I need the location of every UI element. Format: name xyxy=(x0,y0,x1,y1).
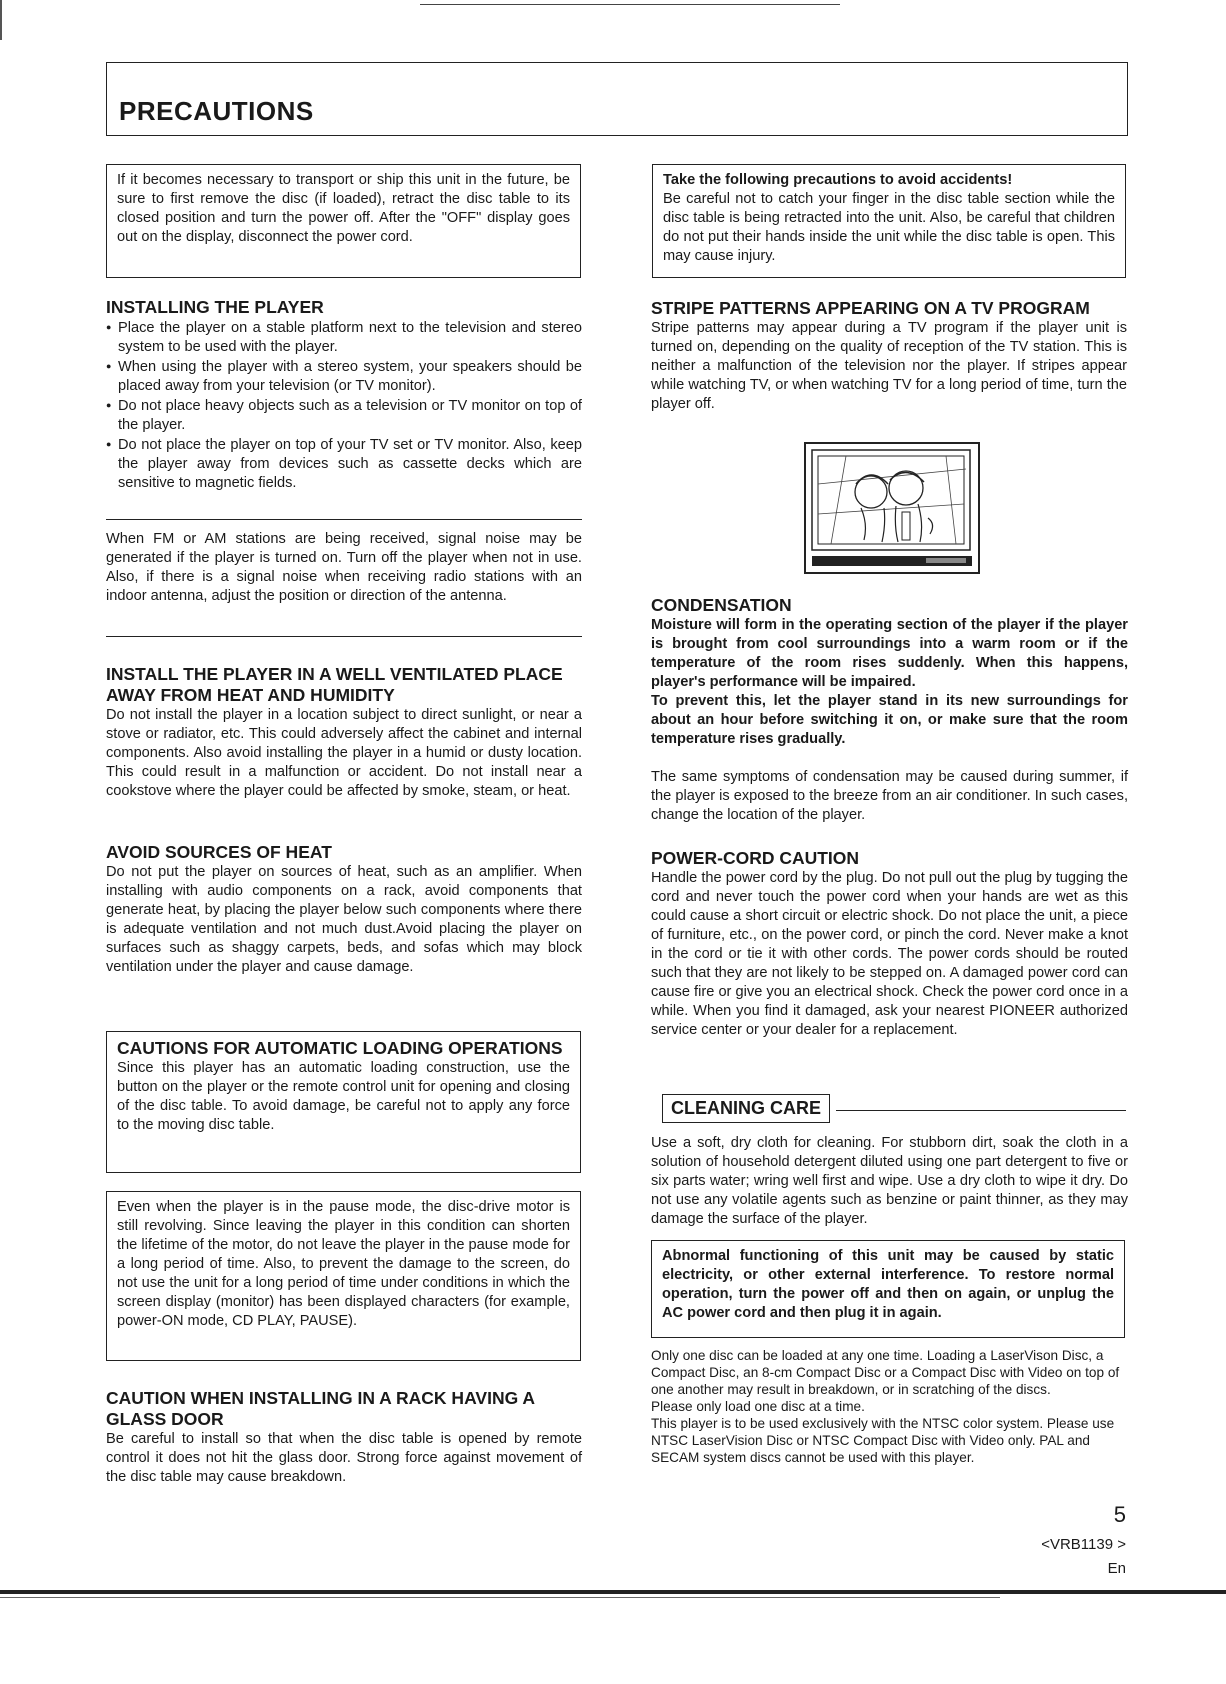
title-box xyxy=(106,62,1128,136)
tv-illustration xyxy=(804,442,980,574)
disc-note: Only one disc can be loaded at any one time. Loading a LaserVison Disc, a Compact Disc, an 8-cm Compact Disc or a Compact Disc with Video on top of one another may result in breakdown, or in scratching of the discs. xyxy=(651,1348,1120,1397)
stripes-section xyxy=(651,298,1127,414)
heat-heading: AVOID SOURCES OF HEAT xyxy=(106,842,332,862)
list-item: ● Place the player on a stable platform next to the television and stereo system to be used with the player. xyxy=(106,318,582,357)
fm-am-note-text: When FM or AM stations are being received, signal noise may be generated if the player is turned on. Turn off the player when not in use. Also, if there is a signal noise when receiving radio stations with an indoor antenna, adjust the position or direction of the antenna. xyxy=(106,531,582,604)
ventilated-heading: INSTALL THE PLAYER IN A WELL VENTILATED PLACE AWAY FROM HEAT AND HUMIDITY xyxy=(106,664,563,705)
glass-door-section xyxy=(106,1388,582,1487)
installing-list xyxy=(106,318,582,493)
cleaning-body: Use a soft, dry cloth for cleaning. For stubborn dirt, soak the cloth in a solution of household detergent diluted using one part detergent to five or six parts water; wring well first and wipe. Use a dry cloth to wipe it dry. Do not use any volatile agents such as benzine or paint thinner, as they may damage the surface of the player. xyxy=(651,1135,1128,1227)
static-note-box xyxy=(651,1240,1125,1338)
pause-note: Even when the player is in the pause mode, the disc-drive motor is still revolving. Since leaving the player in this condition can shorten the lifetime of the motor, do not leave the player in the pause mode for a long period of time. Also, to prevent the damage to the screen, do not use the unit for a long period of time under conditions in which the screen display (monitor) has been displayed characters (for example, power-ON mode, CD PLAY, PAUSE). xyxy=(117,1199,570,1329)
cleaning-section xyxy=(651,1134,1128,1229)
left-edge-mark xyxy=(0,0,2,40)
condensation-heading: CONDENSATION xyxy=(651,595,792,615)
divider xyxy=(106,636,582,637)
page-number: 5 xyxy=(1113,1502,1126,1527)
auto-loading-body: Since this player has an automatic loading construction, use the button on the player or the remote control unit for opening and closing of the disc table. To avoid damage, be careful not to apply any force to the moving disc table. xyxy=(117,1060,570,1133)
installing-heading: INSTALLING THE PLAYER xyxy=(106,297,324,317)
lang-code: En xyxy=(1107,1560,1126,1577)
condensation-section xyxy=(651,595,1128,825)
power-cord-body: Handle the power cord by the plug. Do not pull out the plug by tugging the cord and never touch the power cord when your hands are wet as this could cause a short circuit or electric shock. Do not place the unit, a piece of furniture, etc., on the power cord, or pinch the cord. Never make a knot in the cord or tie it with other cords. The power cords should be routed such that they are not likely to be stepped on. A damaged power cord can cause fire or give you an electrical shock. Check the power cord once in a while. When you find it damaged, ask your nearest PIONEER authorized service center or your dealer for a replacement. xyxy=(651,870,1128,1038)
disc-note: This player is to be used exclusively with the NTSC color system. Please use NTSC LaserVision Disc or NTSC Compact Disc with Video only. PAL and SECAM system discs cannot be used with this player. xyxy=(651,1416,1115,1465)
ventilated-section xyxy=(106,664,582,801)
heat-section xyxy=(106,842,582,977)
disc-note: Please only load one disc at a time. xyxy=(651,1399,865,1414)
accidents-heading: Take the following precautions to avoid accidents! xyxy=(663,172,1013,188)
cleaning-line xyxy=(836,1110,1126,1111)
doc-code: <VRB1139 > xyxy=(1041,1536,1126,1553)
heat-body: Do not put the player on sources of heat, such as an amplifier. When installing with audio components on a rack, avoid components that generate heat, by placing the player below such components where there is adequate ventilation and not much dust.Avoid placing the player on surfaces such as shaggy carpets, beds, and sofas which may block ventilation under the player and cause damage. xyxy=(106,864,582,975)
static-note: Abnormal functioning of this unit may be caused by static electricity, or other external interference. To restore normal operation, turn the power off and then on again, or unplug the AC power cord and then plug it in again. xyxy=(662,1248,1114,1321)
tv-screen-drawing xyxy=(806,444,978,572)
transport-note: If it becomes necessary to transport or ship this unit in the future, be sure to first remove the disc (if loaded), retract the disc table to its closed position and turn the power off. After the "OFF" display goes out on the display, disconnect the power cord. xyxy=(117,172,570,245)
pause-note-box xyxy=(106,1191,581,1361)
list-item: ● Do not place heavy objects such as a television or TV monitor on top of the player. xyxy=(106,396,582,435)
list-item: ● Do not place the player on top of your TV set or TV monitor. Also, keep the player away from devices such as cassette decks which are sensitive to magnetic fields. xyxy=(106,435,582,493)
bottom-rule xyxy=(0,1590,1226,1594)
condensation-bold-1: Moisture will form in the operating section of the player if the player is brought from cool surroundings into a warm room or if the temperature of the room rises suddenly. When this happens, player's performance will be impaired. xyxy=(651,617,1128,690)
bottom-rule-thin xyxy=(0,1597,1000,1598)
power-cord-section xyxy=(651,848,1128,1040)
auto-loading-heading: CAUTIONS FOR AUTOMATIC LOADING OPERATIONS xyxy=(117,1038,563,1058)
top-rule xyxy=(420,4,840,5)
ventilated-body: Do not install the player in a location subject to direct sunlight, or near a stove or radiator, etc. This could adversely affect the cabinet and internal components. Also avoid installing the player in a humid or dusty location. This could result in a malfunction or accident. Do not install near a cookstove where the player could be affected by smoke, steam, or heat. xyxy=(106,707,582,799)
divider xyxy=(106,519,582,520)
cleaning-heading-box xyxy=(662,1094,830,1123)
power-cord-heading: POWER-CORD CAUTION xyxy=(651,848,860,868)
stripes-heading: STRIPE PATTERNS APPEARING ON A TV PROGRAM xyxy=(651,298,1090,318)
page-title: PRECAUTIONS xyxy=(119,96,314,126)
stripes-body: Stripe patterns may appear during a TV program if the player unit is turned on, depending on the quality of reception of the TV station. This is neither a malfunction of the television nor the player. If stripes appear while watching TV, or when watching TV for a long period of time, turn the player off. xyxy=(651,320,1127,412)
condensation-body: The same symptoms of condensation may be caused during summer, if the player is exposed to the breeze from an air conditioner. In such cases, change the location of the player. xyxy=(651,769,1128,823)
cleaning-heading: CLEANING CARE xyxy=(671,1098,822,1118)
glass-door-body: Be careful to install so that when the disc table is opened by remote control it does not hit the glass door. Strong force against movement of the disc table may cause breakdown. xyxy=(106,1431,582,1485)
condensation-bold-2: To prevent this, let the player stand in its new surroundings for about an hour before switching it on, or make sure that the room temperature rises gradually. xyxy=(651,693,1128,747)
disc-notes xyxy=(651,1347,1128,1466)
installing-section xyxy=(106,297,582,493)
list-item: ● When using the player with a stereo system, your speakers should be placed away from your television (or TV monitor). xyxy=(106,357,582,396)
accidents-body: Be careful not to catch your finger in the disc table section while the disc table is being retracted into the unit. Also, be careful that children do not put their hands inside the unit while the disc table is open. This may cause injury. xyxy=(663,191,1115,264)
transport-note-box xyxy=(106,164,581,278)
fm-am-note xyxy=(106,530,582,606)
auto-loading-box xyxy=(106,1031,581,1173)
accidents-box xyxy=(652,164,1126,278)
glass-door-heading: CAUTION WHEN INSTALLING IN A RACK HAVING A GLASS DOOR xyxy=(106,1388,535,1429)
